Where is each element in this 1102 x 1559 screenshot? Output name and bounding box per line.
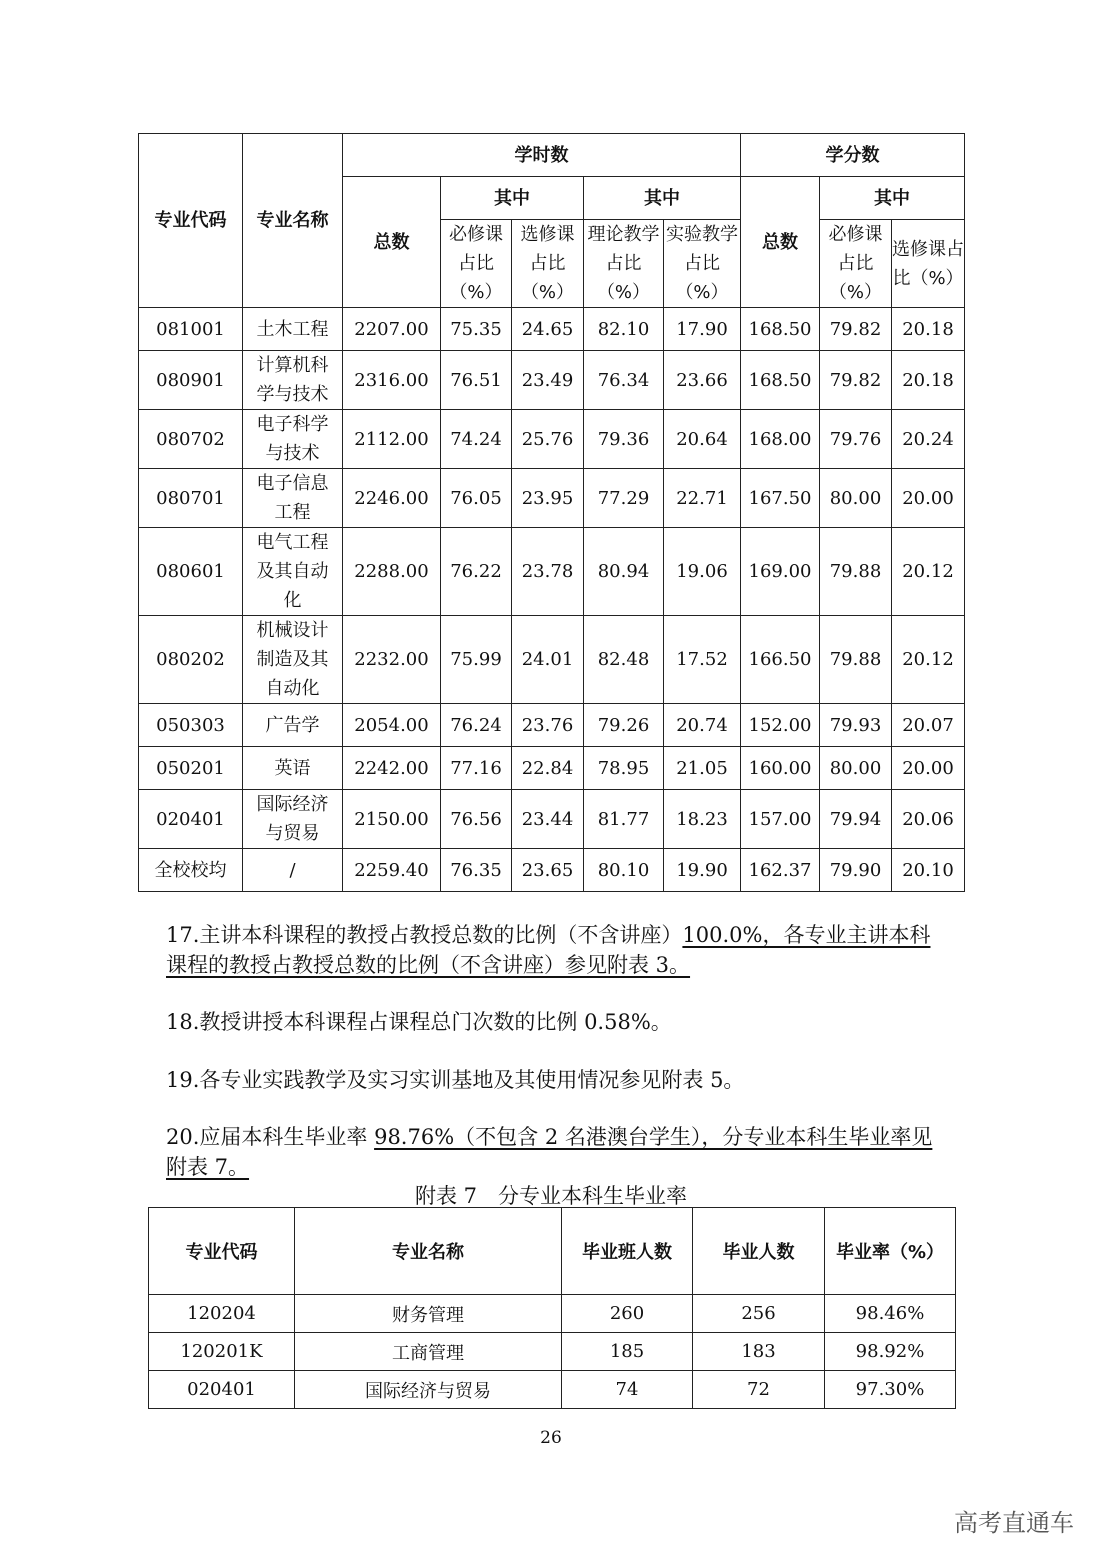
t2-header-graduates: 毕业人数 bbox=[693, 1208, 825, 1295]
cell-credits: 167.50 bbox=[741, 469, 820, 528]
table-row bbox=[139, 410, 965, 469]
table-row bbox=[139, 704, 965, 747]
header-required-pct: 必修课占比（%） bbox=[441, 220, 512, 308]
t2-cell-graduates: 256 bbox=[693, 1295, 825, 1333]
cell-hours: 2242.00 bbox=[343, 747, 441, 790]
cell-name: / bbox=[243, 849, 343, 892]
cell-code: 050201 bbox=[139, 747, 243, 790]
cell-theory: 79.26 bbox=[584, 704, 664, 747]
table-row bbox=[139, 790, 965, 849]
cell-hours: 2207.00 bbox=[343, 308, 441, 351]
cell-cele: 20.12 bbox=[892, 528, 965, 616]
cell-credits: 166.50 bbox=[741, 616, 820, 704]
cell-theory: 81.77 bbox=[584, 790, 664, 849]
cell-ele: 23.49 bbox=[512, 351, 584, 410]
cell-req: 76.56 bbox=[441, 790, 512, 849]
cell-hours: 2316.00 bbox=[343, 351, 441, 410]
table-row bbox=[139, 528, 965, 616]
paragraph-20-text: 20.应届本科生毕业率 bbox=[166, 1125, 375, 1149]
t2-header-class-size: 毕业班人数 bbox=[562, 1208, 693, 1295]
cell-hours: 2232.00 bbox=[343, 616, 441, 704]
cell-credits: 157.00 bbox=[741, 790, 820, 849]
header-theory-pct: 理论教学占比（%） bbox=[584, 220, 664, 308]
cell-ele: 25.76 bbox=[512, 410, 584, 469]
cell-cele: 20.18 bbox=[892, 308, 965, 351]
table-row bbox=[139, 747, 965, 790]
cell-ele: 24.01 bbox=[512, 616, 584, 704]
cell-hours: 2054.00 bbox=[343, 704, 441, 747]
cell-creq: 79.88 bbox=[820, 616, 892, 704]
cell-hours: 2150.00 bbox=[343, 790, 441, 849]
cell-code: 050303 bbox=[139, 704, 243, 747]
cell-ele: 23.76 bbox=[512, 704, 584, 747]
t2-cell-rate: 98.46% bbox=[825, 1295, 956, 1333]
header-hours-total: 总数 bbox=[343, 177, 441, 308]
t2-cell-class-size: 74 bbox=[562, 1371, 693, 1409]
cell-req: 76.35 bbox=[441, 849, 512, 892]
cell-code: 020401 bbox=[139, 790, 243, 849]
header-hours-of-which-2: 其中 bbox=[584, 177, 741, 220]
graduation-rate-table bbox=[148, 1207, 956, 1409]
t2-cell-graduates: 72 bbox=[693, 1371, 825, 1409]
cell-hours: 2246.00 bbox=[343, 469, 441, 528]
cell-lab: 17.90 bbox=[664, 308, 741, 351]
cell-theory: 76.34 bbox=[584, 351, 664, 410]
cell-name: 电气工程及其自动化 bbox=[243, 528, 343, 616]
cell-ele: 23.78 bbox=[512, 528, 584, 616]
t2-cell-name: 工商管理 bbox=[295, 1333, 562, 1371]
cell-lab: 20.74 bbox=[664, 704, 741, 747]
cell-name: 机械设计制造及其自动化 bbox=[243, 616, 343, 704]
t2-cell-name: 财务管理 bbox=[295, 1295, 562, 1333]
paragraph-18: 18.教授讲授本科课程占课程总门次数的比例 0.58%。 bbox=[166, 1010, 672, 1034]
cell-req: 76.24 bbox=[441, 704, 512, 747]
cell-name: 土木工程 bbox=[243, 308, 343, 351]
cell-cele: 20.12 bbox=[892, 616, 965, 704]
cell-lab: 23.66 bbox=[664, 351, 741, 410]
cell-cele: 20.18 bbox=[892, 351, 965, 410]
cell-lab: 17.52 bbox=[664, 616, 741, 704]
t2-cell-graduates: 183 bbox=[693, 1333, 825, 1371]
cell-ele: 22.84 bbox=[512, 747, 584, 790]
table-row bbox=[149, 1371, 956, 1409]
header-lab-pct: 实验教学占比（%） bbox=[664, 220, 741, 308]
cell-theory: 80.94 bbox=[584, 528, 664, 616]
cell-creq: 80.00 bbox=[820, 469, 892, 528]
cell-theory: 79.36 bbox=[584, 410, 664, 469]
cell-name: 电子科学与技术 bbox=[243, 410, 343, 469]
table-row bbox=[139, 849, 965, 892]
table-row bbox=[149, 1333, 956, 1371]
cell-creq: 79.90 bbox=[820, 849, 892, 892]
cell-credits: 152.00 bbox=[741, 704, 820, 747]
cell-creq: 79.82 bbox=[820, 308, 892, 351]
cell-lab: 21.05 bbox=[664, 747, 741, 790]
cell-name: 计算机科学与技术 bbox=[243, 351, 343, 410]
cell-req: 74.24 bbox=[441, 410, 512, 469]
cell-name: 国际经济与贸易 bbox=[243, 790, 343, 849]
cell-req: 75.35 bbox=[441, 308, 512, 351]
cell-creq: 79.93 bbox=[820, 704, 892, 747]
cell-ele: 23.65 bbox=[512, 849, 584, 892]
cell-credits: 162.37 bbox=[741, 849, 820, 892]
cell-credits: 160.00 bbox=[741, 747, 820, 790]
cell-lab: 22.71 bbox=[664, 469, 741, 528]
header-credit-required-pct: 必修课占比（%） bbox=[820, 220, 892, 308]
cell-cele: 20.00 bbox=[892, 469, 965, 528]
cell-code: 081001 bbox=[139, 308, 243, 351]
cell-credits: 168.50 bbox=[741, 308, 820, 351]
header-credit-elective-pct: 选修课占比（%） bbox=[892, 220, 965, 308]
cell-name: 电子信息工程 bbox=[243, 469, 343, 528]
cell-hours: 2112.00 bbox=[343, 410, 441, 469]
table-row bbox=[139, 308, 965, 351]
cell-name: 广告学 bbox=[243, 704, 343, 747]
table-row bbox=[139, 469, 965, 528]
cell-ele: 24.65 bbox=[512, 308, 584, 351]
cell-req: 75.99 bbox=[441, 616, 512, 704]
cell-req: 76.22 bbox=[441, 528, 512, 616]
t2-cell-class-size: 260 bbox=[562, 1295, 693, 1333]
table2-caption: 附表 7 分专业本科生毕业率 bbox=[414, 1184, 688, 1208]
paragraph-17-text: 17.主讲本科课程的教授占教授总数的比例（不含讲座） bbox=[166, 923, 683, 947]
cell-creq: 80.00 bbox=[820, 747, 892, 790]
cell-hours: 2288.00 bbox=[343, 528, 441, 616]
header-code: 专业代码 bbox=[139, 134, 243, 308]
cell-cele: 20.10 bbox=[892, 849, 965, 892]
cell-lab: 19.06 bbox=[664, 528, 741, 616]
t2-cell-rate: 98.92% bbox=[825, 1333, 956, 1371]
cell-code: 080702 bbox=[139, 410, 243, 469]
t2-cell-code: 120201K bbox=[149, 1333, 295, 1371]
header-elective-pct: 选修课占比（%） bbox=[512, 220, 584, 308]
cell-req: 77.16 bbox=[441, 747, 512, 790]
cell-code: 080901 bbox=[139, 351, 243, 410]
cell-lab: 20.64 bbox=[664, 410, 741, 469]
t2-cell-name: 国际经济与贸易 bbox=[295, 1371, 562, 1409]
table-row bbox=[139, 351, 965, 410]
page-number: 26 bbox=[540, 1428, 562, 1448]
paragraph-17-underlined: 100.0%，各专业主讲本科课程的教授占教授总数的比例（不含讲座）参见附表 3。 bbox=[166, 923, 931, 977]
cell-theory: 82.48 bbox=[584, 616, 664, 704]
t2-cell-code: 020401 bbox=[149, 1371, 295, 1409]
table-row bbox=[149, 1295, 956, 1333]
cell-theory: 77.29 bbox=[584, 469, 664, 528]
paragraph-20-underlined: 98.76%（不包含 2 名港澳台学生），分专业本科生毕业率见附表 7。 bbox=[166, 1125, 933, 1179]
cell-credits: 169.00 bbox=[741, 528, 820, 616]
cell-code: 080202 bbox=[139, 616, 243, 704]
cell-creq: 79.88 bbox=[820, 528, 892, 616]
cell-cele: 20.24 bbox=[892, 410, 965, 469]
cell-code: 全校校均 bbox=[139, 849, 243, 892]
cell-credits: 168.50 bbox=[741, 351, 820, 410]
cell-creq: 79.76 bbox=[820, 410, 892, 469]
cell-req: 76.05 bbox=[441, 469, 512, 528]
cell-ele: 23.44 bbox=[512, 790, 584, 849]
table-row bbox=[139, 616, 965, 704]
paragraph-19: 19.各专业实践教学及实习实训基地及其使用情况参见附表 5。 bbox=[166, 1068, 745, 1092]
t2-cell-rate: 97.30% bbox=[825, 1371, 956, 1409]
cell-req: 76.51 bbox=[441, 351, 512, 410]
watermark: 高考直通车 bbox=[954, 1509, 1074, 1537]
t2-cell-class-size: 185 bbox=[562, 1333, 693, 1371]
cell-creq: 79.94 bbox=[820, 790, 892, 849]
cell-cele: 20.06 bbox=[892, 790, 965, 849]
header-credits-of-which: 其中 bbox=[820, 177, 965, 220]
cell-theory: 78.95 bbox=[584, 747, 664, 790]
header-credits-group: 学分数 bbox=[741, 134, 965, 177]
cell-name: 英语 bbox=[243, 747, 343, 790]
header-credits-total: 总数 bbox=[741, 177, 820, 308]
header-hours-of-which-1: 其中 bbox=[441, 177, 584, 220]
header-hours-group: 学时数 bbox=[343, 134, 741, 177]
cell-code: 080701 bbox=[139, 469, 243, 528]
paragraph-17 bbox=[166, 920, 946, 980]
cell-theory: 82.10 bbox=[584, 308, 664, 351]
cell-hours: 2259.40 bbox=[343, 849, 441, 892]
curriculum-hours-credits-table bbox=[138, 133, 965, 892]
cell-cele: 20.07 bbox=[892, 704, 965, 747]
cell-ele: 23.95 bbox=[512, 469, 584, 528]
t2-header-code: 专业代码 bbox=[149, 1208, 295, 1295]
cell-creq: 79.82 bbox=[820, 351, 892, 410]
cell-lab: 18.23 bbox=[664, 790, 741, 849]
cell-code: 080601 bbox=[139, 528, 243, 616]
paragraph-20 bbox=[166, 1122, 946, 1182]
cell-theory: 80.10 bbox=[584, 849, 664, 892]
cell-lab: 19.90 bbox=[664, 849, 741, 892]
cell-credits: 168.00 bbox=[741, 410, 820, 469]
header-name: 专业名称 bbox=[243, 134, 343, 308]
t2-header-name: 专业名称 bbox=[295, 1208, 562, 1295]
cell-cele: 20.00 bbox=[892, 747, 965, 790]
t2-cell-code: 120204 bbox=[149, 1295, 295, 1333]
t2-header-rate: 毕业率（%） bbox=[825, 1208, 956, 1295]
